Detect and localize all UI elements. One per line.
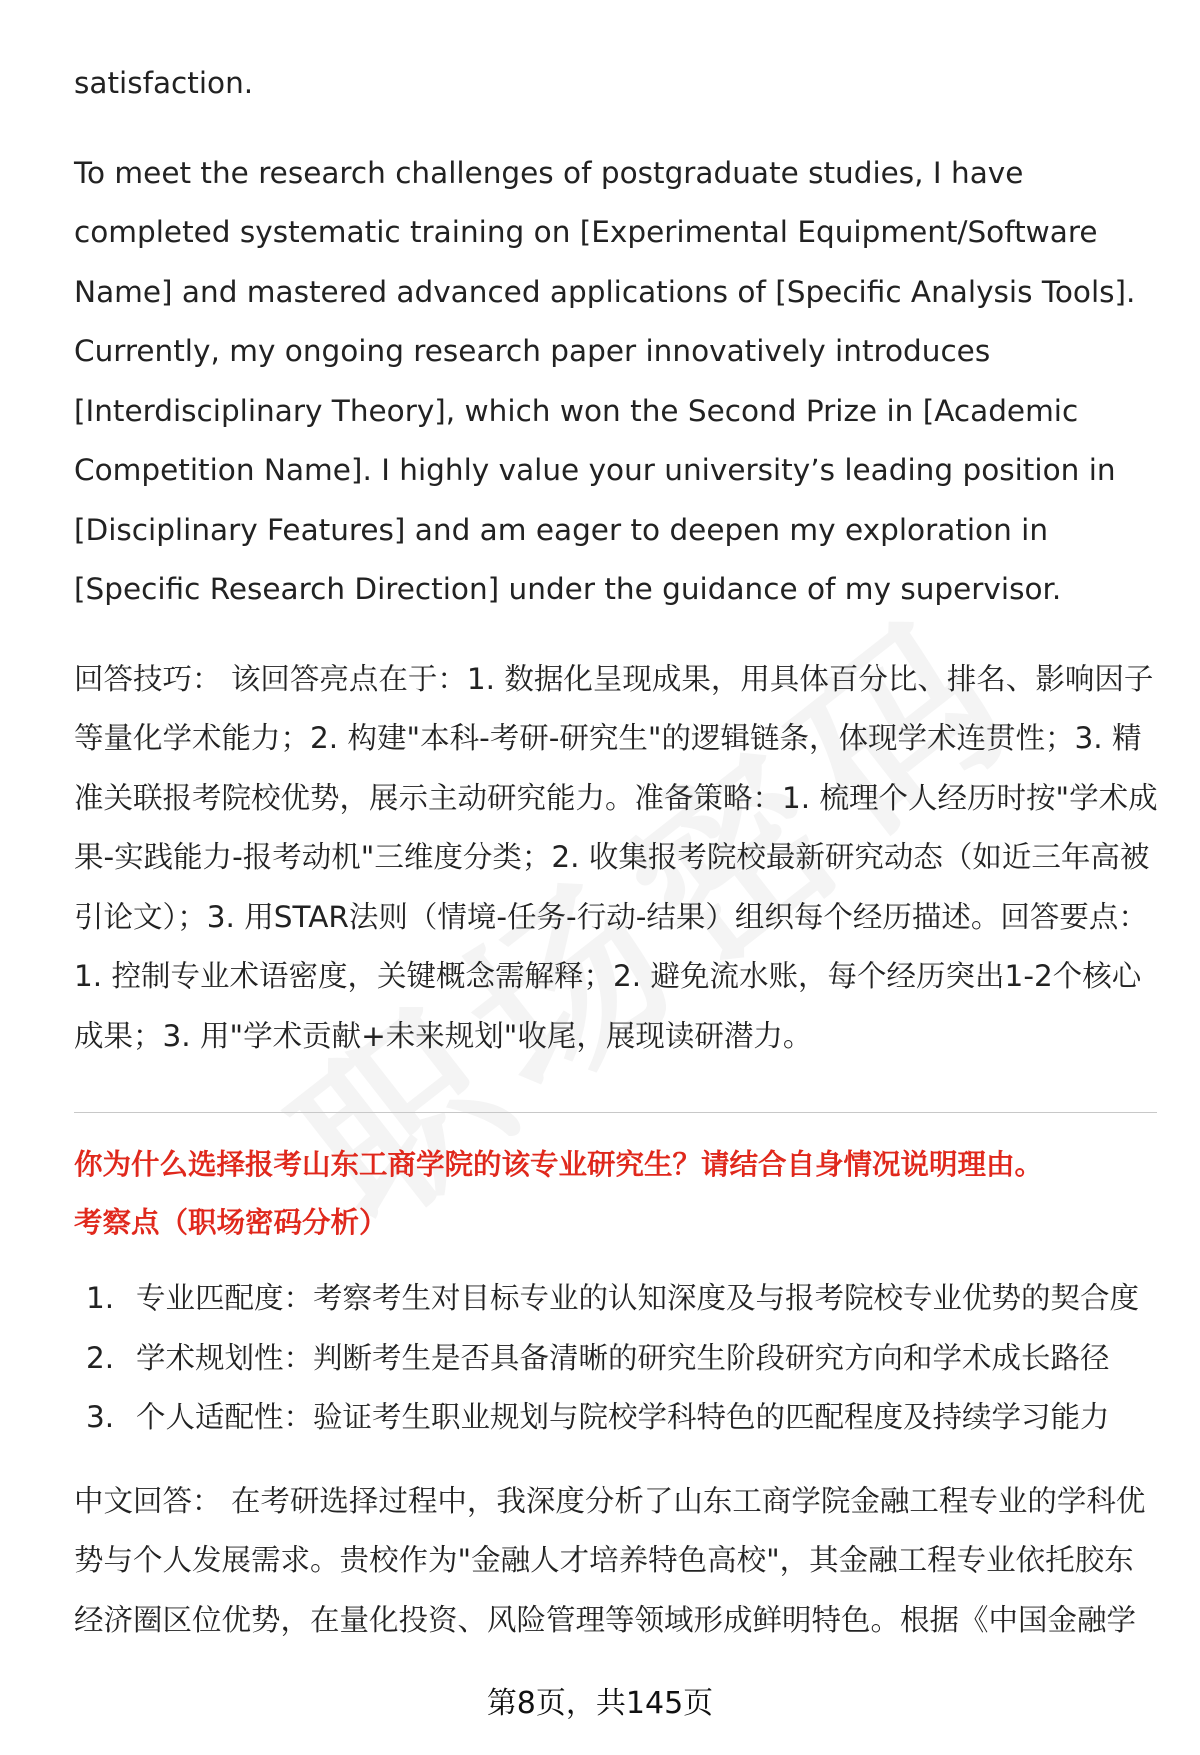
list-item-number: 3. — [86, 1400, 115, 1434]
body-text — [74, 54, 1160, 1066]
list-item-text: 个人适配性：验证考生职业规划与院校学科特色的匹配程度及持续学习能力 — [136, 1400, 1110, 1434]
list-item — [74, 1329, 1160, 1389]
list-item — [74, 1269, 1160, 1329]
paragraph-answer-tips: 回答技巧： 该回答亮点在于：1. 数据化呈现成果，用具体百分比、排名、影响因子等量化学术能力；2. 构建"本科-考研-研究生"的逻辑链条，体现学术连贯性；3. 精准关联报考院校优势，展示主动研究能力。准备策略：1. 梳理个人经历时按"学术成果-实践能力-报考动机"三维度分类；2. 收集报考院校最新研究动态（如近三年高被引论文）；3. 用STAR法则（情境-任务-行动-结果）组织每个经历描述。回答要点：1. 控制专业术语密度，关键概念需解释；2. 避免流水账，每个经历突出1-2个核心成果；3. 用"学术贡献+未来规划"收尾，展现读研潜力。 — [74, 661, 1158, 1053]
list-item-number: 2. — [86, 1340, 115, 1375]
list-item-number: 1. — [86, 1281, 115, 1315]
section-divider — [74, 1112, 1157, 1113]
list-item — [74, 1388, 1160, 1448]
question-title: 你为什么选择报考山东工商学院的该专业研究生？请结合自身情况说明理由。 — [74, 1148, 1044, 1181]
assessment-points-heading: 考察点（职场密码分析） — [74, 1206, 388, 1239]
list-item-text: 学术规划性：判断考生是否具备清晰的研究生阶段研究方向和学术成长路径 — [136, 1340, 1110, 1375]
page-number: 第8页，共145页 — [486, 1686, 714, 1721]
assessment-points-list — [74, 1269, 1160, 1448]
paragraph-english-answer: To meet the research challenges of postgraduate studies, I have completed systematic training on [Experimental Equipment/Software Name] and mastered advanced applications of [Specific Analysis Tools]. Currently, my ongoing research paper innovatively introduces [Interdisciplinary Theory], which won the Second Prize in [Academic Competition Name]. I highly value your university’s leading position in [Disciplinary Features] and am eager to deepen my exploration in [Specific Research Direction] under the guidance of my supervisor. — [74, 155, 1136, 606]
question-section — [74, 1145, 1160, 1650]
list-item-text: 专业匹配度：考察考生对目标专业的认知深度及与报考院校专业优势的契合度 — [136, 1281, 1140, 1315]
paragraph-chinese-answer: 中文回答： 在考研选择过程中，我深度分析了山东工商学院金融工程专业的学科优势与个人发展需求。贵校作为"金融人才培养特色高校"，其金融工程专业依托胶东经济圈区位优势，在量化投资、风险管理等领域形成鲜明特色。根据《中国金融学 — [74, 1483, 1146, 1637]
paragraph-continuation: satisfaction. — [74, 66, 254, 100]
